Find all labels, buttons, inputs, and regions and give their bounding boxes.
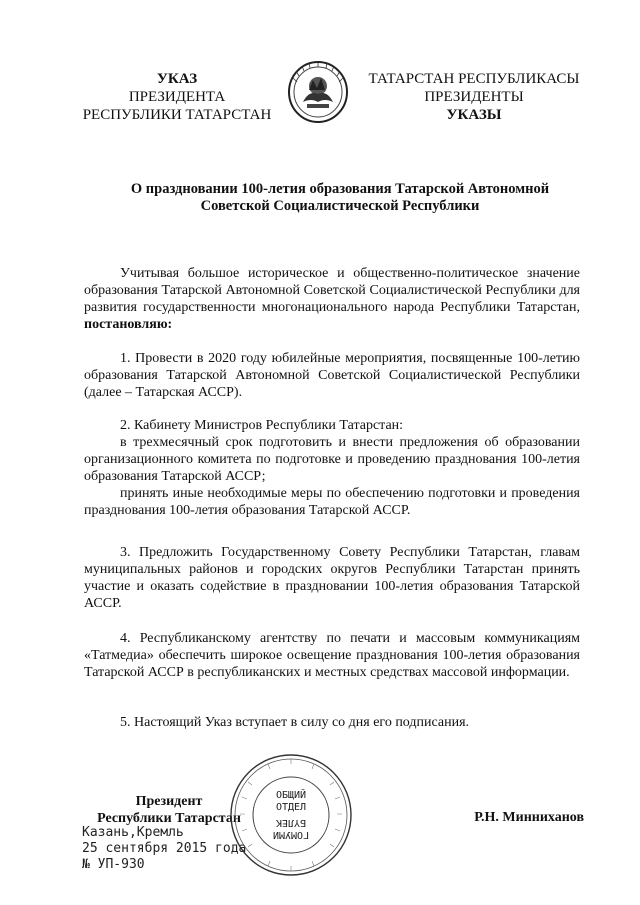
- stamp-number: № УП-930: [82, 857, 145, 872]
- republic-label-tt: ТАТАРСТАН РЕСПУБЛИКАСЫ: [368, 71, 580, 87]
- seal-line-4: БҮЛЕК: [275, 817, 307, 828]
- president-label-ru: ПРЕЗИДЕНТА: [128, 89, 226, 105]
- decree-label-ru: УКАЗ: [156, 71, 198, 87]
- title-line-2: Советской Социалистической Республики: [200, 198, 480, 214]
- item-3-text: 3. Предложить Государственному Совету Республики Татарстан, главам муниципальных районов и городских округов Республики Татарстан принять участие и оказать содействие в праздновании 100-летия образования Татарской АССР.: [84, 545, 580, 611]
- item-3: [84, 544, 580, 612]
- stamp-date: 25 сентября 2015 года: [82, 841, 247, 856]
- header-right-block: [364, 70, 584, 124]
- seal-line-2: ОТДЕЛ: [275, 802, 307, 813]
- item-2: [84, 417, 580, 519]
- item-1: [84, 350, 580, 401]
- title-line-1: О праздновании 100-летия образования Татарской Автономной: [130, 181, 550, 197]
- item-2b-text: принять иные необходимые меры по обеспечению подготовки и проведения празднования 100-летия образования Татарской АССР.: [84, 486, 580, 518]
- item-4: [84, 630, 580, 681]
- republic-label-ru: РЕСПУБЛИКИ ТАТАРСТАН: [82, 107, 272, 123]
- item-4-text: 4. Республиканскому агентству по печати и массовым коммуникациям «Татмедиа» обеспечить широкое освещение празднования 100-летия образования Татарской АССР в республиканских и местных средствах массовой информации.: [84, 631, 580, 680]
- signatory-title-line-2: Республики Татарстан: [97, 811, 241, 826]
- item-2a-text: в трехмесячный срок подготовить и внести предложения об образовании организационного комитета по подготовке и проведению празднования 100-летия образования Татарской АССР;: [84, 435, 580, 484]
- header-left-block: [72, 70, 282, 124]
- decree-label-tt: УКАЗЫ: [446, 107, 502, 123]
- seal-line-1: ОБЩИЙ: [275, 790, 307, 801]
- seal-line-3: ГОМУМИ: [272, 829, 310, 840]
- item-5: [84, 714, 580, 731]
- preamble-text: Учитывая большое историческое и общественно-политическое значение образования Татарской Автономной Советской Социалистической Республики для развития государственности многонационального народа Республики Татарстан,: [84, 266, 580, 315]
- document-title: [80, 181, 600, 215]
- item-1-text: 1. Провести в 2020 году юбилейные мероприятия, посвященные 100-летию образования Татарской Автономной Советской Социалистической Республики (далее – Татарская АССР).: [84, 351, 580, 400]
- item-2-text: 2. Кабинету Министров Республики Татарстан:: [120, 418, 404, 433]
- president-label-tt: ПРЕЗИДЕНТЫ: [424, 89, 524, 105]
- preamble-resolve: постановляю:: [84, 317, 173, 332]
- registration-stamp: [82, 825, 246, 873]
- item-5-text: 5. Настоящий Указ вступает в силу со дня его подписания.: [120, 715, 470, 730]
- coat-of-arms-emblem: [287, 60, 349, 124]
- signatory-title-line-1: Президент: [135, 794, 203, 809]
- stamp-place: Казань,Кремль: [82, 825, 184, 840]
- official-seal: [228, 752, 354, 878]
- signatory-name: Р.Н. Минниханов: [474, 810, 584, 825]
- preamble-paragraph: [84, 265, 580, 333]
